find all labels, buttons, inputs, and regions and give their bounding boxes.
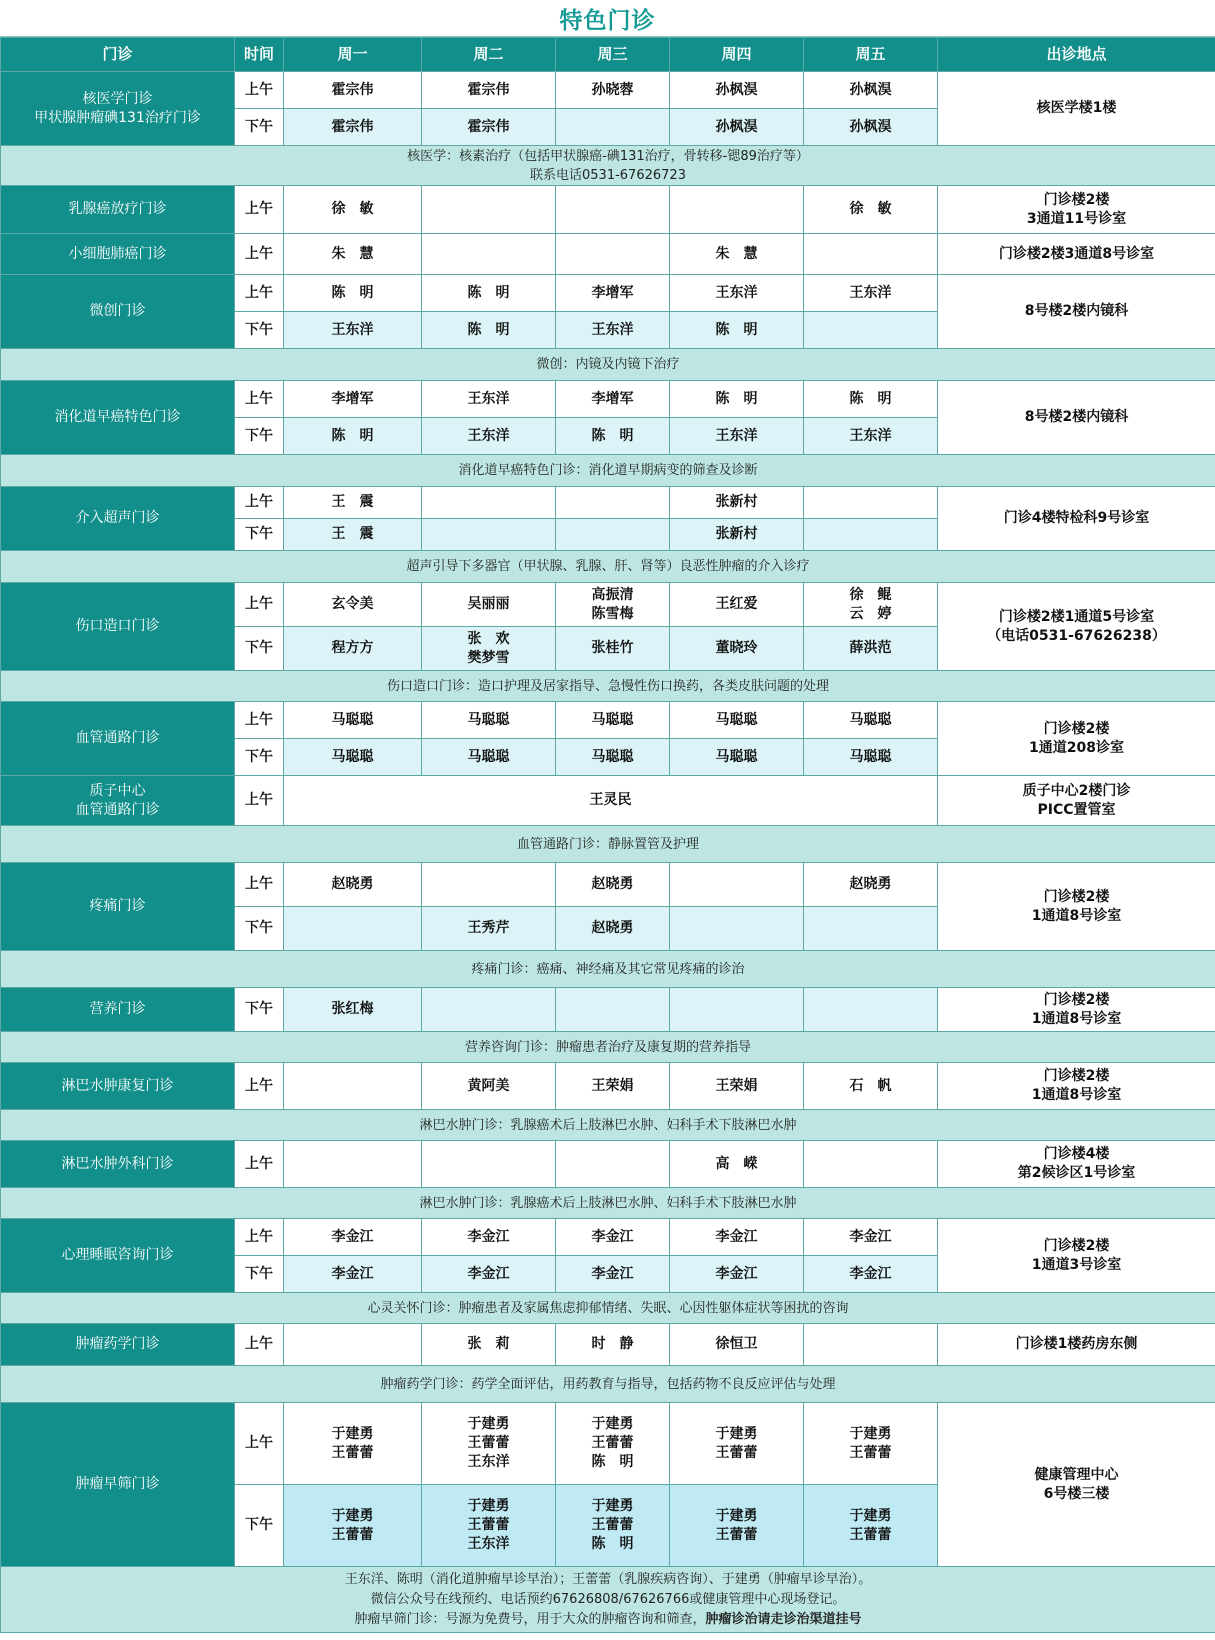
doctor-cell xyxy=(556,487,670,519)
doctor-cell xyxy=(804,907,938,951)
session-time: 上午 xyxy=(235,863,284,907)
doctor-cell xyxy=(804,1141,938,1188)
doctor-cell: 于建勇 王蕾蕾 xyxy=(284,1485,422,1567)
clinic-location: 门诊4楼特检科9号诊室 xyxy=(938,487,1215,551)
doctor-cell: 陈 明 xyxy=(284,275,422,312)
clinic-row xyxy=(1,1403,1215,1485)
clinic-location: 门诊楼2楼 1通道8号诊室 xyxy=(938,863,1215,951)
clinic-row xyxy=(1,702,1215,739)
clinic-row xyxy=(1,1219,1215,1256)
session-time: 上午 xyxy=(235,275,284,312)
doctor-cell xyxy=(422,186,556,234)
clinic-row xyxy=(1,583,1215,627)
clinic-name: 微创门诊 xyxy=(1,275,235,349)
note-row xyxy=(1,551,1215,583)
doctor-cell: 于建勇 王蕾蕾 王东洋 xyxy=(422,1485,556,1567)
clinic-note: 超声引导下多器官（甲状腺、乳腺、肝、肾等）良恶性肿瘤的介入诊疗 xyxy=(1,551,1215,583)
doctor-cell: 孙晓蓉 xyxy=(556,72,670,109)
clinic-name: 淋巴水肿康复门诊 xyxy=(1,1063,235,1110)
doctor-cell: 于建勇 王蕾蕾 陈 明 xyxy=(556,1485,670,1567)
footer-text: 肿瘤早筛门诊：号源为免费号，用于大众的肿瘤咨询和筛查， xyxy=(354,1611,706,1627)
doctor-cell: 赵晓勇 xyxy=(284,863,422,907)
clinic-row xyxy=(1,487,1215,519)
doctor-cell xyxy=(556,234,670,275)
session-time: 上午 xyxy=(235,72,284,109)
doctor-cell: 石 帆 xyxy=(804,1063,938,1110)
doctor-cell: 陈 明 xyxy=(422,275,556,312)
session-time: 下午 xyxy=(235,739,284,776)
clinic-location: 门诊楼2楼 1通道208诊室 xyxy=(938,702,1215,776)
clinic-row xyxy=(1,1324,1215,1366)
doctor-cell xyxy=(556,519,670,551)
doctor-cell: 徐 鲲 云 婷 xyxy=(804,583,938,627)
doctor-cell: 王东洋 xyxy=(422,418,556,455)
header-cell: 周五 xyxy=(804,38,938,72)
note-row xyxy=(1,349,1215,381)
doctor-cell: 李金江 xyxy=(804,1256,938,1293)
doctor-cell: 吴丽丽 xyxy=(422,583,556,627)
doctor-cell: 于建勇 王蕾蕾 xyxy=(284,1403,422,1485)
page-title: 特色门诊 xyxy=(0,0,1215,37)
session-time: 上午 xyxy=(235,381,284,418)
doctor-cell: 朱 慧 xyxy=(670,234,804,275)
note-row xyxy=(1,1293,1215,1324)
clinic-note: 微创：内镜及内镜下治疗 xyxy=(1,349,1215,381)
doctor-cell: 霍宗伟 xyxy=(284,109,422,146)
footer-note xyxy=(1,1567,1215,1633)
doctor-cell xyxy=(556,186,670,234)
doctor-cell: 马聪聪 xyxy=(556,739,670,776)
note-row xyxy=(1,951,1215,988)
doctor-cell: 张 欢 樊梦雪 xyxy=(422,627,556,671)
clinic-location: 核医学楼1楼 xyxy=(938,72,1215,146)
clinic-row xyxy=(1,776,1215,826)
clinic-note: 血管通路门诊：静脉置管及护理 xyxy=(1,826,1215,863)
doctor-cell xyxy=(670,988,804,1032)
doctor-cell: 赵晓勇 xyxy=(556,907,670,951)
doctor-cell: 张 莉 xyxy=(422,1324,556,1366)
session-time: 下午 xyxy=(235,418,284,455)
doctor-cell: 陈 明 xyxy=(804,381,938,418)
doctor-cell: 孙枫淏 xyxy=(804,72,938,109)
doctor-cell xyxy=(422,519,556,551)
doctor-cell: 王东洋 xyxy=(556,312,670,349)
session-time: 上午 xyxy=(235,583,284,627)
doctor-cell: 陈 明 xyxy=(556,418,670,455)
doctor-cell: 马聪聪 xyxy=(804,739,938,776)
doctor-cell: 马聪聪 xyxy=(284,702,422,739)
doctor-cell xyxy=(670,863,804,907)
doctor-cell: 李金江 xyxy=(670,1256,804,1293)
doctor-cell: 张新村 xyxy=(670,487,804,519)
clinic-row xyxy=(1,1063,1215,1110)
doctor-cell xyxy=(556,988,670,1032)
doctor-cell: 孙枫淏 xyxy=(670,72,804,109)
doctor-cell: 孙枫淏 xyxy=(670,109,804,146)
doctor-cell: 王东洋 xyxy=(804,418,938,455)
clinic-location: 门诊楼4楼 第2候诊区1号诊室 xyxy=(938,1141,1215,1188)
clinic-name: 消化道早癌特色门诊 xyxy=(1,381,235,455)
doctor-cell xyxy=(422,234,556,275)
session-time: 下午 xyxy=(235,907,284,951)
clinic-location: 门诊楼2楼1通道5号诊室 （电话0531-67626238） xyxy=(938,583,1215,671)
doctor-cell: 李金江 xyxy=(556,1219,670,1256)
clinic-note: 疼痛门诊：癌痛、神经痛及其它常见疼痛的诊治 xyxy=(1,951,1215,988)
doctor-cell xyxy=(284,1063,422,1110)
session-time: 下午 xyxy=(235,988,284,1032)
doctor-cell: 程方方 xyxy=(284,627,422,671)
clinic-note: 肿瘤药学门诊：药学全面评估，用药教育与指导，包括药物不良反应评估与处理 xyxy=(1,1366,1215,1403)
doctor-cell xyxy=(422,863,556,907)
clinic-name: 肿瘤早筛门诊 xyxy=(1,1403,235,1567)
note-row xyxy=(1,455,1215,487)
doctor-cell xyxy=(804,1324,938,1366)
note-row xyxy=(1,826,1215,863)
clinic-name: 营养门诊 xyxy=(1,988,235,1032)
doctor-cell: 王 震 xyxy=(284,519,422,551)
clinic-row xyxy=(1,988,1215,1032)
doctor-cell: 玄令美 xyxy=(284,583,422,627)
note-row xyxy=(1,146,1215,186)
clinic-name: 心理睡眠咨询门诊 xyxy=(1,1219,235,1293)
note-row xyxy=(1,1110,1215,1141)
doctor-cell: 王东洋 xyxy=(670,275,804,312)
doctor-cell: 高 嵘 xyxy=(670,1141,804,1188)
clinic-location: 质子中心2楼门诊 PICC置管室 xyxy=(938,776,1215,826)
session-time: 上午 xyxy=(235,1063,284,1110)
doctor-cell: 于建勇 王蕾蕾 xyxy=(804,1485,938,1567)
doctor-cell xyxy=(422,988,556,1032)
doctor-cell: 朱 慧 xyxy=(284,234,422,275)
doctor-cell: 李金江 xyxy=(422,1256,556,1293)
clinic-location: 门诊楼2楼 1通道3号诊室 xyxy=(938,1219,1215,1293)
session-time: 上午 xyxy=(235,234,284,275)
clinic-note: 营养咨询门诊：肿瘤患者治疗及康复期的营养指导 xyxy=(1,1032,1215,1063)
session-time: 上午 xyxy=(235,1403,284,1485)
doctor-cell xyxy=(670,186,804,234)
doctor-cell: 王红爱 xyxy=(670,583,804,627)
clinic-name: 伤口造口门诊 xyxy=(1,583,235,671)
session-time: 上午 xyxy=(235,1324,284,1366)
doctor-cell: 马聪聪 xyxy=(422,739,556,776)
doctor-cell: 陈 明 xyxy=(670,312,804,349)
doctor-cell xyxy=(422,1141,556,1188)
doctor-cell: 马聪聪 xyxy=(670,702,804,739)
session-time: 上午 xyxy=(235,1219,284,1256)
footer-line: 微信公众号在线预约、电话预约67626808/67626766或健康管理中心现场登记。 xyxy=(370,1591,846,1607)
doctor-cell: 马聪聪 xyxy=(804,702,938,739)
doctor-cell: 王东洋 xyxy=(422,381,556,418)
clinic-note: 心灵关怀门诊：肿瘤患者及家属焦虑抑郁情绪、失眠、心因性躯体症状等困扰的咨询 xyxy=(1,1293,1215,1324)
doctor-cell: 王东洋 xyxy=(670,418,804,455)
session-time: 上午 xyxy=(235,1141,284,1188)
doctor-cell: 马聪聪 xyxy=(284,739,422,776)
doctor-cell: 高振清 陈雪梅 xyxy=(556,583,670,627)
doctor-cell: 赵晓勇 xyxy=(804,863,938,907)
doctor-cell xyxy=(804,519,938,551)
clinic-row xyxy=(1,234,1215,275)
doctor-cell: 陈 明 xyxy=(422,312,556,349)
clinic-row xyxy=(1,863,1215,907)
doctor-cell xyxy=(422,487,556,519)
clinic-location: 门诊楼1楼药房东侧 xyxy=(938,1324,1215,1366)
doctor-cell: 王荣娟 xyxy=(556,1063,670,1110)
doctor-cell: 霍宗伟 xyxy=(422,72,556,109)
doctor-cell: 于建勇 王蕾蕾 xyxy=(670,1485,804,1567)
header-cell: 出诊地点 xyxy=(938,38,1215,72)
doctor-cell: 于建勇 王蕾蕾 xyxy=(670,1403,804,1485)
session-time: 下午 xyxy=(235,1256,284,1293)
header-row xyxy=(1,38,1215,72)
doctor-cell: 王灵民 xyxy=(284,776,938,826)
doctor-cell xyxy=(670,907,804,951)
doctor-cell: 马聪聪 xyxy=(556,702,670,739)
clinic-location: 8号楼2楼内镜科 xyxy=(938,275,1215,349)
doctor-cell: 徐 敏 xyxy=(804,186,938,234)
doctor-cell: 李金江 xyxy=(804,1219,938,1256)
clinic-location: 门诊楼2楼 1通道8号诊室 xyxy=(938,988,1215,1032)
clinic-location: 门诊楼2楼3通道8号诊室 xyxy=(938,234,1215,275)
clinic-row xyxy=(1,1141,1215,1188)
clinic-row xyxy=(1,381,1215,418)
doctor-cell: 王东洋 xyxy=(284,312,422,349)
clinic-note: 消化道早癌特色门诊：消化道早期病变的筛查及诊断 xyxy=(1,455,1215,487)
clinic-name: 血管通路门诊 xyxy=(1,702,235,776)
doctor-cell: 王秀芹 xyxy=(422,907,556,951)
clinic-name: 介入超声门诊 xyxy=(1,487,235,551)
clinic-row xyxy=(1,186,1215,234)
session-time: 上午 xyxy=(235,186,284,234)
doctor-cell xyxy=(556,109,670,146)
doctor-cell: 李增军 xyxy=(284,381,422,418)
note-row xyxy=(1,1032,1215,1063)
doctor-cell: 李金江 xyxy=(284,1219,422,1256)
doctor-cell xyxy=(804,487,938,519)
session-time: 上午 xyxy=(235,776,284,826)
doctor-cell: 霍宗伟 xyxy=(284,72,422,109)
doctor-cell: 陈 明 xyxy=(670,381,804,418)
note-row xyxy=(1,671,1215,702)
doctor-cell xyxy=(284,1324,422,1366)
session-time: 下午 xyxy=(235,519,284,551)
doctor-cell: 马聪聪 xyxy=(422,702,556,739)
doctor-cell: 薛洪范 xyxy=(804,627,938,671)
doctor-cell xyxy=(556,1141,670,1188)
clinic-name: 质子中心 血管通路门诊 xyxy=(1,776,235,826)
footer-line xyxy=(3,1610,1213,1630)
doctor-cell: 李金江 xyxy=(556,1256,670,1293)
clinic-note: 核医学：核素治疗（包括甲状腺癌-碘131治疗，骨转移-锶89治疗等） 联系电话0531-67626723 xyxy=(1,146,1215,186)
clinic-row xyxy=(1,275,1215,312)
doctor-cell: 时 静 xyxy=(556,1324,670,1366)
doctor-cell: 徐恒卫 xyxy=(670,1324,804,1366)
header-cell: 门诊 xyxy=(1,38,235,72)
clinic-name: 疼痛门诊 xyxy=(1,863,235,951)
doctor-cell xyxy=(804,312,938,349)
doctor-cell: 李金江 xyxy=(670,1219,804,1256)
header-cell: 时间 xyxy=(235,38,284,72)
footer-line: 王东洋、陈明（消化道肿瘤早诊早治）；王蕾蕾（乳腺疾病咨询）、于建勇（肿瘤早诊早治）。 xyxy=(344,1571,872,1587)
doctor-cell xyxy=(284,907,422,951)
header-cell: 周二 xyxy=(422,38,556,72)
clinic-note: 淋巴水肿门诊：乳腺癌术后上肢淋巴水肿、妇科手术下肢淋巴水肿 xyxy=(1,1188,1215,1219)
header-cell: 周四 xyxy=(670,38,804,72)
header-cell: 周三 xyxy=(556,38,670,72)
clinic-row xyxy=(1,72,1215,109)
clinic-location: 门诊楼2楼 1通道8号诊室 xyxy=(938,1063,1215,1110)
session-time: 下午 xyxy=(235,109,284,146)
note-row xyxy=(1,1366,1215,1403)
clinic-note: 淋巴水肿门诊：乳腺癌术后上肢淋巴水肿、妇科手术下肢淋巴水肿 xyxy=(1,1110,1215,1141)
doctor-cell: 李增军 xyxy=(556,275,670,312)
doctor-cell: 王 震 xyxy=(284,487,422,519)
doctor-cell: 张红梅 xyxy=(284,988,422,1032)
doctor-cell xyxy=(804,988,938,1032)
doctor-cell: 赵晓勇 xyxy=(556,863,670,907)
doctor-cell: 张新村 xyxy=(670,519,804,551)
doctor-cell: 董晓玲 xyxy=(670,627,804,671)
clinic-name: 小细胞肺癌门诊 xyxy=(1,234,235,275)
footer-emphasis: 肿瘤诊治请走诊治渠道挂号 xyxy=(705,1611,862,1627)
clinic-name: 淋巴水肿外科门诊 xyxy=(1,1141,235,1188)
clinic-location: 门诊楼2楼 3通道11号诊室 xyxy=(938,186,1215,234)
doctor-cell: 王东洋 xyxy=(804,275,938,312)
doctor-cell xyxy=(284,1141,422,1188)
doctor-cell: 王荣娟 xyxy=(670,1063,804,1110)
doctor-cell: 马聪聪 xyxy=(670,739,804,776)
footer-row xyxy=(1,1567,1215,1633)
doctor-cell: 于建勇 王蕾蕾 xyxy=(804,1403,938,1485)
doctor-cell: 徐 敏 xyxy=(284,186,422,234)
clinic-name: 乳腺癌放疗门诊 xyxy=(1,186,235,234)
session-time: 下午 xyxy=(235,627,284,671)
doctor-cell: 于建勇 王蕾蕾 王东洋 xyxy=(422,1403,556,1485)
note-row xyxy=(1,1188,1215,1219)
session-time: 上午 xyxy=(235,702,284,739)
session-time: 下午 xyxy=(235,312,284,349)
doctor-cell: 李增军 xyxy=(556,381,670,418)
clinic-location: 健康管理中心 6号楼三楼 xyxy=(938,1403,1215,1567)
doctor-cell: 李金江 xyxy=(284,1256,422,1293)
session-time: 下午 xyxy=(235,1485,284,1567)
clinic-name: 核医学门诊 甲状腺肿瘤碘131治疗门诊 xyxy=(1,72,235,146)
session-time: 上午 xyxy=(235,487,284,519)
doctor-cell: 李金江 xyxy=(422,1219,556,1256)
clinic-location: 8号楼2楼内镜科 xyxy=(938,381,1215,455)
doctor-cell: 陈 明 xyxy=(284,418,422,455)
doctor-cell: 孙枫淏 xyxy=(804,109,938,146)
clinic-schedule-table xyxy=(0,37,1215,1633)
clinic-note: 伤口造口门诊：造口护理及居家指导、急慢性伤口换药，各类皮肤问题的处理 xyxy=(1,671,1215,702)
doctor-cell: 霍宗伟 xyxy=(422,109,556,146)
doctor-cell xyxy=(804,234,938,275)
doctor-cell: 黄阿美 xyxy=(422,1063,556,1110)
clinic-name: 肿瘤药学门诊 xyxy=(1,1324,235,1366)
doctor-cell: 于建勇 王蕾蕾 陈 明 xyxy=(556,1403,670,1485)
header-cell: 周一 xyxy=(284,38,422,72)
doctor-cell: 张桂竹 xyxy=(556,627,670,671)
